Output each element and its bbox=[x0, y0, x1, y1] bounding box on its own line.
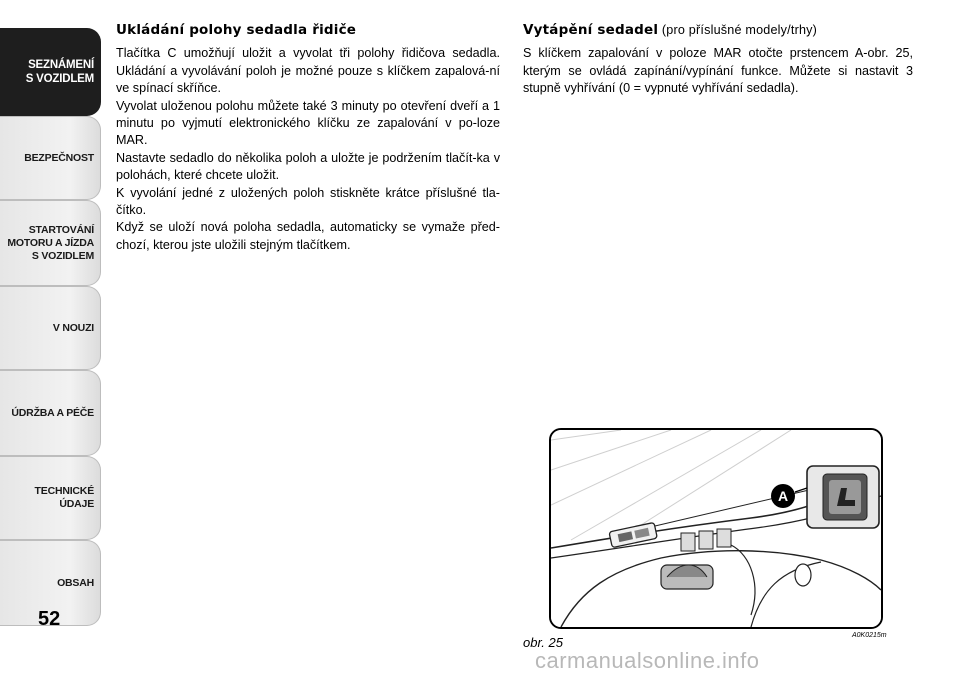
figure-seat-heating-control bbox=[549, 428, 883, 629]
illustration-door-panel bbox=[551, 430, 881, 627]
tab-obsah[interactable]: OBSAH bbox=[0, 540, 101, 626]
figure-caption: obr. 25 bbox=[523, 635, 563, 650]
paragraph: K vyvolání jedné z uložených poloh stiskněte krátce příslušné tla-čítko. bbox=[116, 185, 500, 218]
right-column bbox=[523, 22, 913, 98]
section-heading-seat-memory: Ukládání polohy sedadla řidiče bbox=[116, 22, 357, 38]
figure-code: A0K0215m bbox=[852, 632, 887, 639]
section-heading-seat-heating: Vytápění sedadel (pro příslušné modely/trhy) bbox=[523, 22, 818, 38]
paragraph: Vyvolat uloženou polohu můžete také 3 minuty po otevření dveří a 1 minutu po vyjmutí elektronického klíčku ze zapalování v po-loze MAR. bbox=[116, 98, 500, 148]
chapter-sidebar bbox=[0, 0, 101, 640]
tab-bezpecnost[interactable]: BEZPEČNOST bbox=[0, 116, 101, 200]
watermark: carmanualsonline.info bbox=[535, 648, 760, 673]
tab-technicke-udaje[interactable]: TECHNICKÉ ÚDAJE bbox=[0, 456, 101, 540]
tab-v-nouzi[interactable]: V NOUZI bbox=[0, 286, 101, 370]
tab-udrzba-a-pece[interactable]: ÚDRŽBA A PÉČE bbox=[0, 370, 101, 456]
callout-label: A bbox=[777, 488, 789, 504]
page-number: 52 bbox=[38, 608, 61, 630]
left-column bbox=[116, 22, 500, 254]
paragraph: Tlačítka C umožňují uložit a vyvolat tři polohy řidičova sedadla. Ukládání a vyvolávání poloh je možné pouze s klíčkem zapalová-ní ve spínací skříňce. bbox=[116, 46, 500, 96]
paragraph: S klíčkem zapalování v poloze MAR otočte prstencem A-obr. 25, kterým se ovládá zapínání/vypínání funkce. Můžete si nastavit 3 stupně vyhřívání (0 = vypnuté vyhřívání sedadla). bbox=[523, 46, 913, 96]
tab-startovani-motoru[interactable]: STARTOVÁNÍ MOTORU A JÍZDA S VOZIDLEM bbox=[0, 200, 101, 286]
paragraph: Když se uloží nová poloha sedadla, automaticky se vymaže před-chozí, kterou jste uložili stejným tlačítkem. bbox=[116, 220, 500, 252]
paragraph: Nastavte sedadlo do několika poloh a uložte je podržením tlačít-ka v polohách, které chcete uložit. bbox=[116, 150, 500, 183]
tab-seznameni-s-vozidlem[interactable]: SEZNÁMENÍ S VOZIDLEM bbox=[0, 28, 101, 116]
